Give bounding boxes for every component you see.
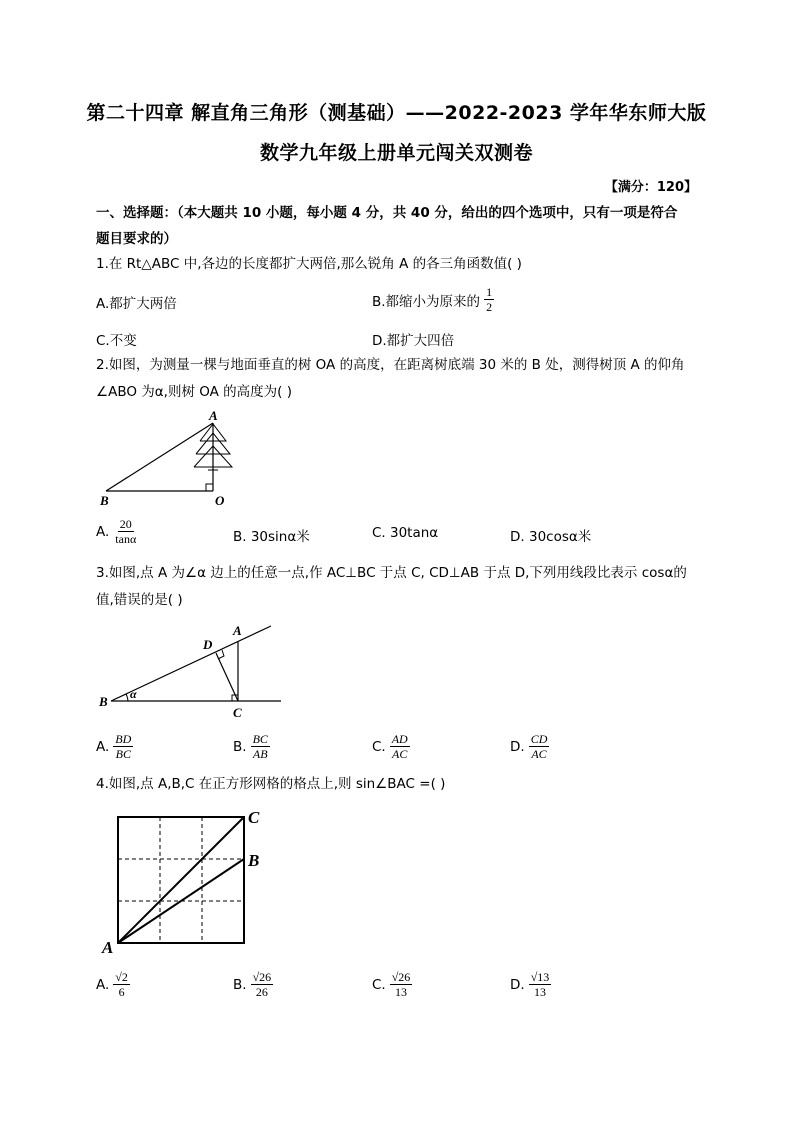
question-2-option-b: B. 30sinα米: [233, 529, 310, 545]
question-2-option-a: A. $\frac{20}{\tan\alpha}$: [96, 517, 137, 546]
question-1-option-c: C.不变: [96, 333, 137, 349]
figure2-label-a: A: [209, 408, 218, 423]
fraction: $\frac{AD}{AC}$: [391, 732, 408, 761]
fraction: $\frac{BC}{AB}$: [252, 732, 268, 761]
section-heading: [96, 200, 706, 252]
document-title-line2: 数学九年级上册单元闯关双测卷: [259, 142, 533, 164]
figure4-label-c: C: [248, 808, 260, 827]
figure4-label-a: A: [102, 938, 114, 957]
question-3-stem: 3.如图,点 A 为∠α 边上的任意一点,作 AC⊥BC 于点 C, CD⊥AB 于点 D,下列用线段比表示 cosα的 值,错误的是( ): [96, 565, 687, 608]
question-3-option-d: D. $\frac{CD}{AC}$: [510, 732, 548, 761]
question-3-option-a: A. $\frac{BD}{BC}$: [96, 732, 132, 761]
figure3-label-alpha: α: [130, 687, 137, 701]
fraction: $\frac{√2}{6}$: [115, 970, 128, 999]
fraction: $\frac{BD}{BC}$: [115, 732, 132, 761]
figure3-label-d: D: [203, 637, 213, 652]
fraction: $\frac{20}{\tan\alpha}$: [115, 517, 137, 546]
fraction: $\frac{√13}{13}$: [530, 970, 550, 999]
question-4-option-d: D. $\frac{√13}{13}$: [510, 970, 550, 999]
question-1-stem: 1.在 Rt△ABC 中,各边的长度都扩大两倍,那么锐角 A 的各三角函数值( ): [96, 256, 522, 272]
question-2-option-d: D. 30cosα米: [510, 529, 592, 545]
document-title-line1: 第二十四章 解直角三角形（测基础）——2022-2023 学年华东师大版: [86, 102, 707, 124]
figure3-label-b: B: [99, 694, 108, 709]
section-heading-line1: 一、选择题：（本大题共 10 小题，每小题 4 分，共 40 分，给出的四个选项中，只有一项是符合: [96, 205, 678, 221]
question-4-option-c: C. $\frac{√26}{13}$: [372, 970, 411, 999]
question-1-option-a: A.都扩大两倍: [96, 296, 177, 312]
figure4-label-b: B: [248, 851, 260, 870]
fraction: $\frac{√26}{13}$: [391, 970, 411, 999]
section-heading-line2: 题目要求的）: [96, 231, 177, 247]
fraction: $\frac{√26}{26}$: [252, 970, 272, 999]
question-1-option-d: D.都扩大四倍: [372, 333, 455, 349]
figure3-label-a: A: [233, 623, 242, 638]
fraction: $\frac{1}{2}$: [486, 285, 493, 314]
figure3-label-c: C: [233, 705, 242, 720]
full-score-label: 【满分：120】: [604, 180, 697, 195]
question-4-stem: 4.如图,点 A,B,C 在正方形网格的格点上,则 sin∠BAC =( ): [96, 776, 446, 792]
question-2-option-c: C. 30tanα: [372, 525, 439, 541]
question-2-figure: [96, 408, 236, 508]
question-4-option-a: A. $\frac{√2}{6}$: [96, 970, 128, 999]
question-4-option-b: B. $\frac{√26}{26}$: [233, 970, 272, 999]
fraction: $\frac{CD}{AC}$: [530, 732, 548, 761]
question-3-figure: [96, 618, 286, 723]
figure2-label-b: B: [100, 493, 109, 508]
question-3-option-c: C. $\frac{AD}{AC}$: [372, 732, 408, 761]
question-2-stem: 2.如图，为测量一棵与地面垂直的树 OA 的高度，在距离树底端 30 米的 B 处，测得树顶 A 的仰角 ∠ABO 为α,则树 OA 的高度为( ): [96, 357, 685, 400]
figure2-label-o: O: [215, 493, 225, 508]
question-1-option-b: B.都缩小为原来的 $\frac{1}{2}$: [372, 285, 493, 314]
question-4-grid-figure: [96, 803, 276, 958]
question-3-option-b: B. $\frac{BC}{AB}$: [233, 732, 268, 761]
